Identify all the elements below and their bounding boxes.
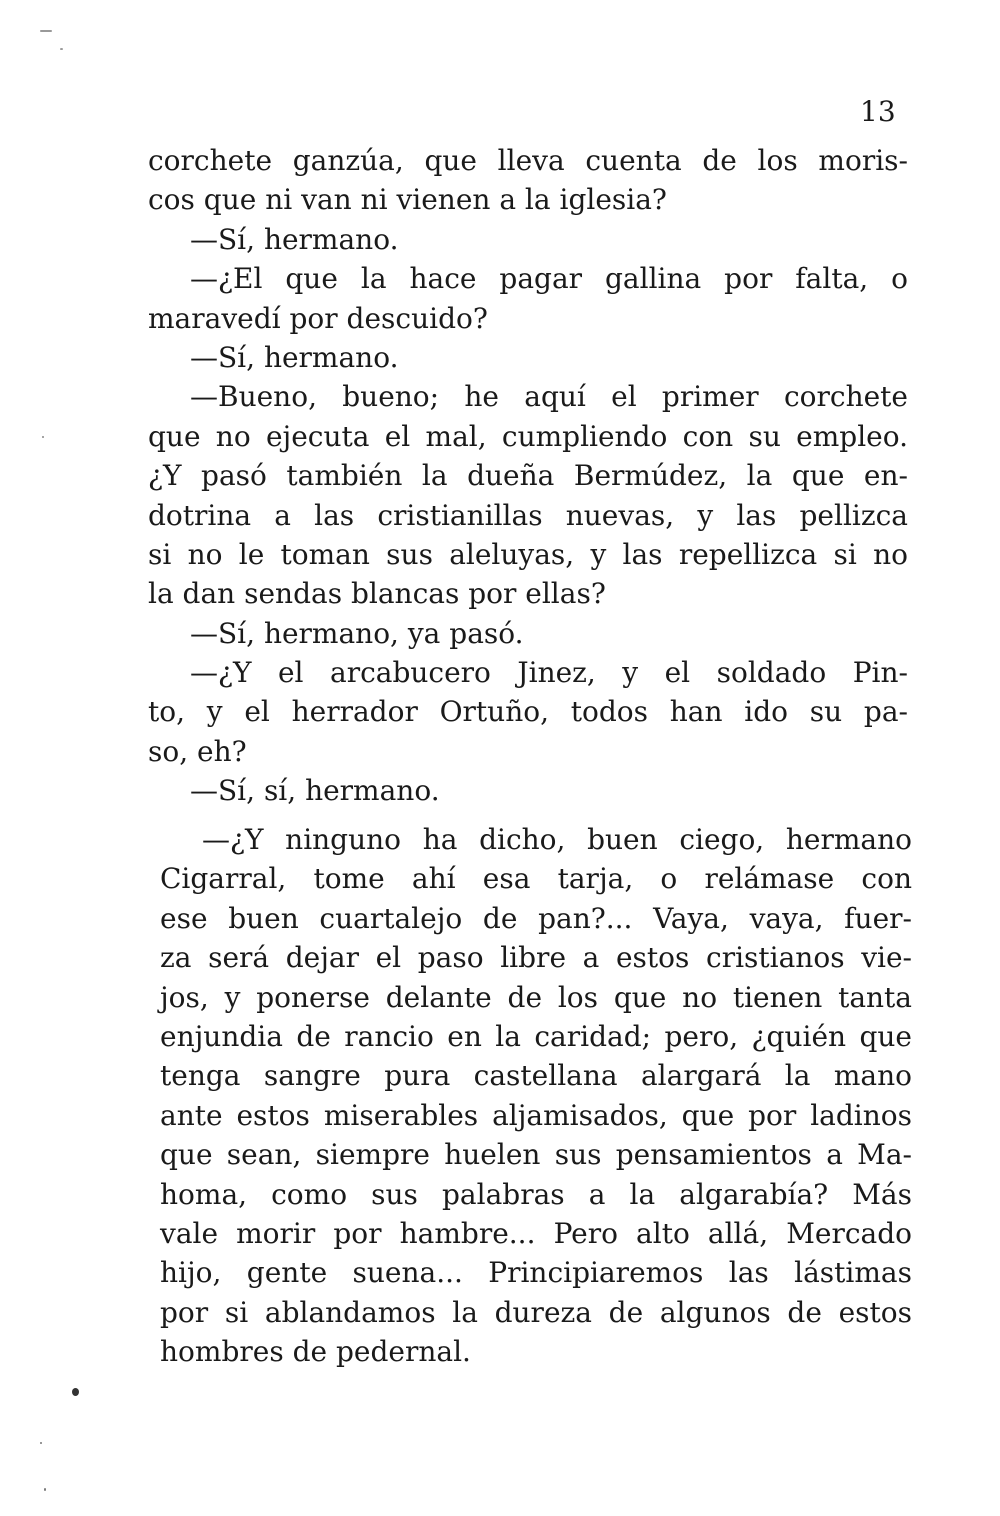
text-line: hombres de pedernal. xyxy=(160,1335,471,1369)
text-line: ese buen cuartalejo de pan?... Vaya, vaya, fuer- xyxy=(160,901,912,935)
text-line: cos que ni van ni vienen a la iglesia? xyxy=(148,183,667,217)
text-line: ante estos miserables aljamisados, que por ladinos xyxy=(160,1098,912,1132)
text-line: Cigarral, tome ahí esa tarja, o relámase con xyxy=(160,862,912,896)
text-line: —Bueno, bueno; he aquí el primer corchete xyxy=(190,380,908,414)
print-speck xyxy=(40,30,52,32)
page-number: 13 xyxy=(860,95,896,128)
text-line: tenga sangre pura castellana alargará la mano xyxy=(160,1059,912,1093)
text-line: to, y el herrador Ortuño, todos han ido su pa- xyxy=(148,695,908,729)
text-line: —¿Y el arcabucero Jinez, y el soldado Pin- xyxy=(190,656,908,690)
print-speck xyxy=(40,1442,42,1444)
text-line: que no ejecuta el mal, cumpliendo con su empleo. xyxy=(148,419,908,453)
text-line: —Sí, hermano, ya pasó. xyxy=(190,616,524,650)
text-line: za será dejar el paso libre a estos cristianos vie- xyxy=(160,941,912,975)
text-line: enjundia de rancio en la caridad; pero, ¿quién que xyxy=(160,1019,912,1053)
text-line: maravedí por descuido? xyxy=(148,301,488,335)
print-speck xyxy=(42,436,44,438)
text-line: dotrina a las cristianillas nuevas, y las pellizca xyxy=(148,498,908,532)
print-speck xyxy=(72,1388,79,1396)
text-line: vale morir por hambre... Pero alto allá, Mercado xyxy=(160,1216,912,1250)
text-line: jos, y ponerse delante de los que no tienen tanta xyxy=(160,980,912,1014)
text-line: homa, como sus palabras a la algarabía? Más xyxy=(160,1177,912,1211)
print-speck xyxy=(44,1488,46,1491)
text-line: —¿Y ninguno ha dicho, buen ciego, hermano xyxy=(202,823,912,856)
text-line: —¿El que la hace pagar gallina por falta, o xyxy=(190,262,908,296)
text-block-lower xyxy=(160,820,912,1371)
text-line: —Sí, hermano. xyxy=(190,222,399,256)
text-line: la dan sendas blancas por ellas? xyxy=(148,577,606,611)
text-line: so, eh? xyxy=(148,734,247,768)
text-line: que sean, siempre huelen sus pensamientos a Ma- xyxy=(160,1138,912,1172)
text-line: por si ablandamos la dureza de algunos de estos xyxy=(160,1295,912,1329)
text-line: corchete ganzúa, que lleva cuenta de los moris- xyxy=(148,144,908,177)
text-block-upper xyxy=(148,141,908,811)
text-line: hijo, gente suena... Principiaremos las lástimas xyxy=(160,1256,912,1290)
text-line: ¿Y pasó también la dueña Bermúdez, la que en- xyxy=(148,459,908,493)
print-speck xyxy=(60,48,63,50)
text-line: —Sí, sí, hermano. xyxy=(190,774,440,808)
text-line: si no le toman sus aleluyas, y las repellizca si no xyxy=(148,537,908,571)
text-line: —Sí, hermano. xyxy=(190,340,399,374)
